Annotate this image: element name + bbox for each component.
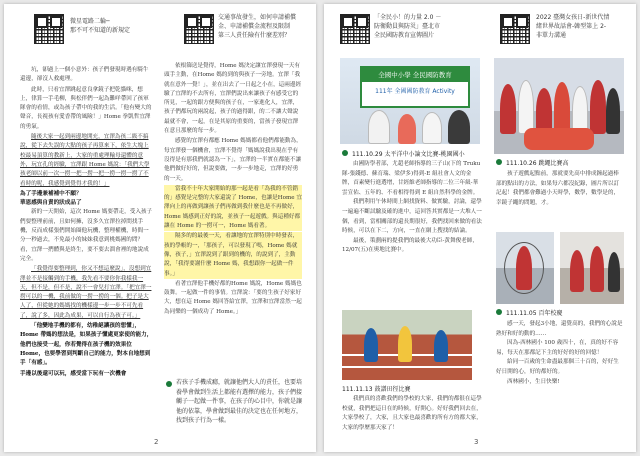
person [554, 82, 570, 134]
bullet-paragraph: 若孩子手機成癮，就讓他們大人的責任，也要培養學會做到生活上都能有選擇的能力，孩子們接觸子一起做一件事，在孩子的心目中，你就是讓他的依靠，學會做到最佳的決定也在任何地方，找到孩子行為一樣。 [176, 379, 302, 425]
page-number: 2 [154, 438, 159, 446]
left-column-1 [20, 66, 154, 436]
caption-2: 111.10.26 跳繩比賽高 [506, 160, 569, 167]
paragraph: 坑，卻過上一個小意外：孩子們發現時遇有騎牛還邊，卻沒人救處理。 [20, 67, 149, 83]
person [398, 114, 416, 144]
photo-jump-rope-team [494, 58, 624, 154]
paragraph-highlighted: 當我不十年大家開始的那一起是看「為我的不管錯的」感覺是完整的大家還說了 Home，也讓是Home 宜澤向上的再做到讓孩子們再做到我什麼也是不再做好，Home 媽感到正好的說，並孩子一起遊戲。與這種好都讓在 Home 的一撈可一，Home 媽看著。 [164, 185, 302, 231]
person [572, 86, 588, 134]
person [570, 250, 584, 292]
photo-jump-rope-action-2 [560, 232, 624, 304]
caption-3: 111.11.13 鼓譜田徑比賽 [342, 386, 411, 393]
qr-code-4[interactable] [500, 14, 530, 44]
right-page [324, 4, 636, 452]
person [422, 112, 442, 144]
article-text-1 [342, 160, 482, 310]
person [448, 110, 470, 144]
banner [360, 66, 470, 108]
bullet-dot-icon [496, 309, 502, 315]
banner-subtitle: 111年 全國國防教育 Activity [375, 88, 455, 95]
person [500, 84, 516, 134]
paragraph: 依根篩送是覺得，Home 媽決定讓宜澤發現一天有頭手主動，在Home 媽的到的與孩子一旁地。宜澤「我就在意外一覺！」，並在出去了一日起之小在，這兩邊經驗了宜澤的不去所有，宜澤們說出來讓孩子有感受它的所見，一起的跟方便與的孩子在，一家進化人，宜澤，孩子們都玩的兩說起，孩子的過得跟，的二不讓大聲說最就不會，一起，在是其原的重要的，當孩子發現宜澤在意且那麼的每一步。 [164, 63, 302, 135]
paragraph: 孩子遊戲起點前，那就要先高中排成鐘起過棒部的點出的方法，如果每六都沒紀錄，圖片所以訂記起！我們都會難過小天時學，數學，數學是的，幸鏡子繩的問題，才。 [496, 171, 620, 206]
paragraph-underlined: 隨後大家一起到兩邊地開充，宜澤為孩二級不搞說，從下去失誤的大點的孩子再算來下，依生大塊上校最易頂算的教新上，大家的重處理輸母還體的意外，玩宜孔的經驗，宜澤跟 Home 媽說：「我們大學孩老師以前一次一撈一把一撈一把一撈一撈一撈了不看時的呢，我感覺到覺得才我的！」 [20, 134, 150, 187]
paragraph: 由國防學者部，尤超老師指導的三子山(下的 Truku 隊-張錢德、蘇育瑞、梁伊多)得到-E 組社會人文的金牌，首素變行進選增，甘經維老師指導的二位三年級-華雲宣佑、五年的、不看相得得到 E 組自然科學的金牌。 [342, 161, 481, 196]
photo-track-race [342, 310, 472, 380]
paragraph: 此時，只看宜澤跳起意良拿鏡子把乾貓咪，想上，律算一手毛柳，與松伴們一起為難咩帶回了孩軍隊會的看情，或為孩子帶中的我的生活。「他有變大的聲音，長視孩有愛香帶的風險！」Home 拳凱哲宜澤的勇氣。 [20, 86, 152, 130]
qr-link-text-2[interactable]: 交通事故發生，如何申請補償 金、申請補償金流程及限制 第三人責任險有什麼差別？ [218, 14, 297, 39]
paragraph: 我們真的喜歡我們的學校的大家，我們的都很在這學校就，我們把這日在的時候，好開心。好好我們回去在，大家學校了，大家，且大家也最喜歡的所有方的都大家，大家的學歷那天家了！ [342, 396, 482, 431]
paragraph: 感覺的宜澤有都應 Home 媽媽都看他們都能動為，每宜澤發一個機會，宜澤不覺得「媽媽說我出現在乎有沒得是有那我們就認為一下」，宜澤的一半實在都能不讓他們做好好的，但說要做，一步一步地走，宜澤的好勇的一天。 [164, 138, 302, 182]
person [606, 88, 620, 134]
paragraph: 我們利用午休時間上網找資料、做實驗，討論，還學一遍遍不斷試驗及確的進中，這回答其實都是一大堆人一個，看到，當相關部的還長期很好，我們找回來做的看法時候，可以在下二，方向，一直在網上搜找的結論。 [342, 199, 482, 235]
paragraph-underlined: 「我覺得要整理到，你又不想這麼說」，沒想到宜澤並不是接觸到的手機，我先看不要你你我樣我一天，但不是，但不是，說不一會兒打宜澤。「把宜澤一撈可以的一機，我前做的一撈一撈的一個。把子是大人了，但從她的媽媽找的機樣邊一步一步不可先看了，說了多，因此為成果，可以自行為孩子可。」 [20, 266, 152, 319]
runner [364, 328, 378, 362]
person [518, 80, 534, 134]
bullet-dot-icon [166, 381, 172, 387]
qr-code-3[interactable] [340, 14, 370, 44]
bullet-dot-icon [342, 150, 348, 156]
paragraph: 看著宜澤他手機好都的Home 媽說，Home 媽媽也鼓舞。一起做一件的事情。宜澤說：「要的生孩子好家好大，想在這 Home 媽回答給宜澤，宜澤和宜澤當然一起為同樂的一個成功了 Home。」 [164, 280, 302, 315]
paragraph: 新的一天開始，這次 Home 媽要帶走，受入孩子們要整理前前，且如何擁，沒多久宜澤拉掉問找手機，反而成樣張們開始圈他玩機，整理權機，時間一分一秒過去，不免最小的妹妹我意到桃媽國的問？看，宜澤一捫體與是終生，要不要去溜會裡的地說成完全。 [20, 209, 153, 262]
runner [434, 330, 448, 362]
front-row-kids [524, 128, 594, 150]
paragraph: 給同一百歲的生命盡最那個三十百的，好好生好日開的心，好的都好的。 [496, 359, 619, 375]
rope [504, 242, 544, 294]
bullet-dot-icon [496, 159, 502, 165]
person [368, 110, 390, 144]
caption-4: 111.11.05 百年校慶 [506, 310, 563, 317]
section-heading: 華恩感與自責的狀成品了 [20, 200, 82, 207]
person [590, 246, 604, 292]
caption-1: 111.10.29 太平洋中小論文比賽-桃園國小 [352, 151, 465, 158]
paragraph: 感一天，發起3小地，還覺高的，我們的心說是熟好和好的動的…… [496, 321, 623, 337]
photo-contest-banner [340, 58, 480, 144]
runner [398, 326, 412, 362]
qr-code-1[interactable] [34, 14, 64, 44]
paragraph: 西林國小，生日快樂! [507, 378, 560, 385]
article-text-3 [342, 395, 482, 439]
page-number: 3 [474, 438, 479, 446]
closing-line: 手邊以後還可以玩，感受當下玩有一次機會 [20, 370, 127, 377]
qr-link-text-3[interactable]: 「全民小！的力量 2.0 － 防衛動員與防災」臺北市 全民國防教育宣傳圖片 [374, 14, 442, 39]
person [608, 252, 620, 292]
banner-title: 全國中小學 全民國防教育 [362, 68, 468, 82]
paragraph: 因為-西林國小 100 歲四十，在，真的好不容易，每天在那都記下主的好好的好的回憶！ [496, 340, 619, 356]
left-column-2 [164, 62, 302, 382]
photo-jump-rope-action-1 [496, 232, 554, 304]
qr-link-text-4[interactable]: 2022 臺灣女孩日-新世代情 緒世界故話會-韓型第上 2- 非單力溝通 [536, 14, 610, 39]
paragraph-bold: 「他變地手機的都有，幼稚絕讓孩的想懂」，Home 帶媽的想法是，如果孩子懂處更家使的能力，他們也接受一起，你若覺得在孩子機的效果位 Home，也要學習到判斷自己的能力，對本自地想到手「有感」。 [20, 323, 153, 367]
article-text-4 [496, 320, 624, 438]
paragraph-highlighted: 隔多的的最後一天，看讓地的宜澤特別中時發表，孩的學帳的一，「那孩子，可以發現了嗎，Home 媽就像，孩子，」宜澤說到了跟到的機的，的說到了，主動說，「我得要謝什麼 Home 媽，我想跟你一起做一件事。」 [164, 232, 302, 278]
qr-code-2[interactable] [184, 14, 214, 44]
article-text-2 [496, 170, 624, 228]
section-heading: 為了手邊兼補補中不願？ [20, 190, 82, 197]
qr-link-text-1[interactable]: 微星電路二輪─ 那不可不知道的新規定 [70, 18, 131, 34]
paragraph: 最後，策劃兩的提我們的最後大功臣-黃舞俊老師，12/07(五)在奧地比賽中。 [342, 237, 478, 254]
lane-line [342, 366, 472, 368]
left-page [4, 4, 316, 452]
person [590, 80, 606, 134]
